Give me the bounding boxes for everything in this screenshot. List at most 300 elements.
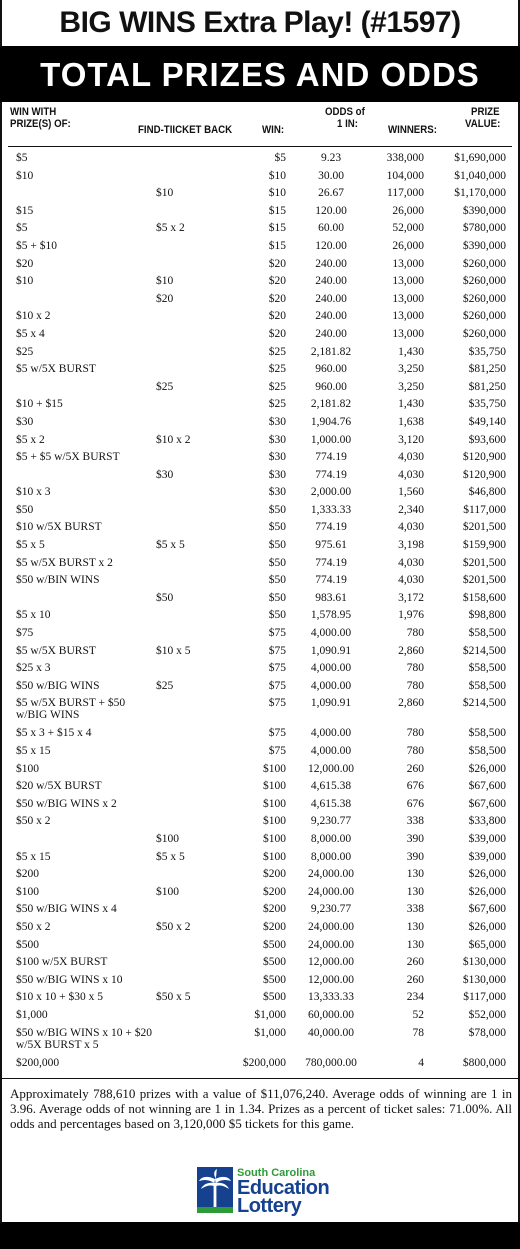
row-odds: 4,000.00 xyxy=(310,662,352,675)
row-winners: 780 xyxy=(406,679,424,692)
row-winners: 4 xyxy=(418,1056,424,1069)
row-win-with: $5 + $5 w/5X BURST xyxy=(16,451,120,464)
row-winners: 104,000 xyxy=(386,169,424,182)
table-row xyxy=(0,535,520,553)
row-win-with: $10 xyxy=(16,275,34,288)
row-prize-value: $81,250 xyxy=(468,380,506,393)
table-row xyxy=(0,359,520,377)
row-winners: 780 xyxy=(406,627,424,640)
row-odds: 1,000.00 xyxy=(310,433,352,446)
row-win-with: $500 xyxy=(16,938,39,951)
row-odds: 9,230.77 xyxy=(310,903,352,916)
row-odds: 975.61 xyxy=(315,539,347,552)
row-winners: 2,860 xyxy=(398,644,424,657)
table-row xyxy=(0,218,520,236)
row-prize-value: $159,900 xyxy=(462,539,506,552)
row-odds: 1,090.91 xyxy=(310,644,352,657)
table-row xyxy=(0,864,520,882)
row-win-amount: $50 xyxy=(268,539,286,552)
row-winners: 4,030 xyxy=(398,521,424,534)
row-prize-value: $800,000 xyxy=(462,1056,506,1069)
header-win-label: WIN: xyxy=(262,124,285,136)
row-win-amount: $20 xyxy=(268,292,286,305)
row-prize-value: $35,750 xyxy=(468,345,506,358)
row-winners: 780 xyxy=(406,745,424,757)
row-win-amount: $50 xyxy=(268,591,286,604)
table-row xyxy=(0,377,520,395)
row-win-with: $5 x 4 xyxy=(16,327,45,340)
row-win-amount: $100 xyxy=(263,797,286,810)
row-prize-value: $260,000 xyxy=(462,292,506,305)
row-win-amount: $500 xyxy=(263,991,286,1004)
header-odds-line2: 1 IN: xyxy=(337,118,359,130)
row-win-amount: $75 xyxy=(268,662,286,675)
table-row xyxy=(0,658,520,676)
row-win-amount: $75 xyxy=(268,697,286,710)
row-win-with: $5 x 5 xyxy=(16,539,45,552)
row-win-amount: $50 xyxy=(268,609,286,622)
row-win-with: $5 w/5X BURST xyxy=(16,644,96,657)
table-row xyxy=(0,306,520,324)
row-win-amount: $30 xyxy=(268,451,286,464)
row-odds: 1,090.91 xyxy=(310,697,352,710)
header-win-with-line1: WIN WITH xyxy=(10,106,57,118)
table-row xyxy=(0,430,520,448)
header-win-with xyxy=(10,106,71,146)
table-row xyxy=(0,935,520,953)
row-winners: 3,250 xyxy=(398,380,424,393)
row-odds: 120.00 xyxy=(315,239,347,252)
row-find-ticket-back: $50 xyxy=(156,591,174,604)
row-winners: 13,000 xyxy=(392,257,424,270)
header-odds-line1: ODDS of xyxy=(325,106,365,118)
row-winners: 260 xyxy=(406,973,424,986)
row-odds: 4,000.00 xyxy=(310,627,352,640)
row-win-with: $1,000 xyxy=(16,1008,48,1021)
row-prize-value: $117,000 xyxy=(463,503,506,516)
row-odds: 240.00 xyxy=(315,310,347,323)
table-row xyxy=(0,271,520,289)
row-odds: 240.00 xyxy=(315,292,347,305)
table-row xyxy=(0,882,520,900)
row-winners: 676 xyxy=(406,797,424,810)
row-winners: 780 xyxy=(406,727,424,740)
row-find-ticket-back: $10 xyxy=(156,275,174,288)
row-prize-value: $390,000 xyxy=(462,204,506,217)
row-winners: 130 xyxy=(406,885,424,898)
row-winners: 1,430 xyxy=(398,398,424,411)
row-odds: 774.19 xyxy=(315,468,347,481)
row-winners: 3,120 xyxy=(398,433,424,446)
row-win-with: $50 x 2 xyxy=(16,815,51,828)
row-odds: 774.19 xyxy=(315,556,347,569)
table-row xyxy=(0,254,520,272)
table-row xyxy=(0,148,520,166)
table-row xyxy=(0,987,520,1005)
row-win-amount: $100 xyxy=(263,780,286,793)
table-row xyxy=(0,970,520,988)
row-prize-value: $58,500 xyxy=(468,745,506,757)
row-find-ticket-back: $25 xyxy=(156,380,174,393)
row-winners: 130 xyxy=(406,938,424,951)
row-win-amount: $500 xyxy=(263,938,286,951)
row-win-amount: $200 xyxy=(263,903,286,916)
row-win-with: $10 x 2 xyxy=(16,310,51,323)
row-winners: 390 xyxy=(406,832,424,845)
row-find-ticket-back: $5 x 2 xyxy=(156,222,185,235)
row-find-ticket-back: $50 x 2 xyxy=(156,920,191,933)
header-prize-line2: VALUE: xyxy=(465,118,501,130)
row-winners: 52 xyxy=(412,1008,424,1021)
table-row xyxy=(0,776,520,794)
header-prize xyxy=(465,106,500,146)
row-win-amount: $25 xyxy=(268,380,286,393)
row-win-amount: $75 xyxy=(268,727,286,740)
table-row xyxy=(0,741,520,759)
row-win-amount: $1,000 xyxy=(254,1008,286,1021)
row-odds: 12,000.00 xyxy=(308,762,354,775)
row-prize-value: $158,600 xyxy=(462,591,506,604)
row-odds: 4,615.38 xyxy=(310,797,352,810)
row-prize-value: $46,800 xyxy=(468,486,506,499)
header-winners-label: WINNERS: xyxy=(388,124,437,136)
row-prize-value: $201,500 xyxy=(462,556,506,569)
row-win-amount: $30 xyxy=(268,486,286,499)
row-prize-value: $201,500 xyxy=(462,574,506,587)
row-winners: 260 xyxy=(406,762,424,775)
table-row xyxy=(0,623,520,641)
row-prize-value: $1,690,000 xyxy=(454,152,506,164)
row-winners: 780 xyxy=(406,662,424,675)
row-win-with: $50 xyxy=(16,503,34,516)
row-win-amount: $20 xyxy=(268,327,286,340)
row-winners: 234 xyxy=(406,991,424,1004)
row-find-ticket-back: $5 x 5 xyxy=(156,850,185,863)
row-prize-value: $26,000 xyxy=(468,762,506,775)
table-row xyxy=(0,723,520,741)
row-prize-value: $260,000 xyxy=(462,310,506,323)
row-winners: 130 xyxy=(406,920,424,933)
row-winners: 4,030 xyxy=(398,556,424,569)
row-win-amount: $20 xyxy=(268,257,286,270)
row-odds: 4,000.00 xyxy=(310,727,352,740)
row-prize-value: $67,600 xyxy=(468,780,506,793)
row-win-with: $50 w/BIG WINS x 10 xyxy=(16,973,123,986)
row-win-amount: $75 xyxy=(268,745,286,757)
table-row xyxy=(0,641,520,659)
row-winners: 4,030 xyxy=(398,451,424,464)
row-prize-value: $98,800 xyxy=(468,609,506,622)
row-win-with: $20 xyxy=(16,257,34,270)
row-win-amount: $500 xyxy=(263,973,286,986)
header-odds xyxy=(325,106,365,146)
row-prize-value: $39,000 xyxy=(468,850,506,863)
row-win-amount: $200 xyxy=(263,868,286,881)
row-win-with: $20 w/5X BURST xyxy=(16,780,102,793)
row-odds: 12,000.00 xyxy=(308,956,354,969)
row-prize-value: $67,600 xyxy=(468,903,506,916)
header-find-label: FIND-TIICKET BACK xyxy=(138,124,233,136)
row-winners: 13,000 xyxy=(392,292,424,305)
row-win-amount: $100 xyxy=(263,762,286,775)
row-win-amount: $10 xyxy=(268,187,286,200)
row-odds: 9.23 xyxy=(320,152,342,164)
row-odds: 2,181.82 xyxy=(310,345,352,358)
row-win-with: $50 x 2 xyxy=(16,920,51,933)
table-row xyxy=(0,1023,520,1053)
row-odds: 40,000.00 xyxy=(308,1026,354,1039)
row-win-with: $5 x 2 xyxy=(16,433,45,446)
row-prize-value: $81,250 xyxy=(468,363,506,376)
row-prize-value: $39,000 xyxy=(468,832,506,845)
table-row xyxy=(0,201,520,219)
row-win-amount: $20 xyxy=(268,310,286,323)
row-odds: 4,000.00 xyxy=(310,679,352,692)
row-win-with: $5 x 10 xyxy=(16,609,51,622)
row-winners: 2,340 xyxy=(398,503,424,516)
row-winners: 13,000 xyxy=(392,327,424,340)
footer-divider xyxy=(0,1078,520,1079)
row-winners: 338 xyxy=(406,815,424,828)
row-win-amount: $20 xyxy=(268,275,286,288)
row-win-amount: $15 xyxy=(268,222,286,235)
row-odds: 774.19 xyxy=(315,521,347,534)
row-win-amount: $50 xyxy=(268,521,286,534)
odds-footnote: Approximately 788,610 prizes with a value of $11,076,240. Average odds of winning are 1 in 3.96. Average odds of not winning are 1 in 1.34. Prizes as a percent of ticket sales: 71.00%. All odds and percentages based on 3,120,000 $5 tickets for this game. xyxy=(10,1086,512,1131)
row-find-ticket-back: $10 x 5 xyxy=(156,644,191,657)
row-prize-value: $26,000 xyxy=(468,920,506,933)
row-odds: 12,000.00 xyxy=(308,973,354,986)
row-prize-value: $260,000 xyxy=(462,257,506,270)
table-row xyxy=(0,517,520,535)
row-find-ticket-back: $25 xyxy=(156,679,174,692)
row-find-ticket-back: $10 xyxy=(156,187,174,200)
row-odds: 24,000.00 xyxy=(308,868,354,881)
row-prize-value: $52,000 xyxy=(468,1008,506,1021)
table-row xyxy=(0,553,520,571)
table-row xyxy=(0,588,520,606)
row-win-amount: $25 xyxy=(268,363,286,376)
row-winners: 3,172 xyxy=(398,591,424,604)
row-win-with: $5 xyxy=(16,152,28,164)
row-odds: 120.00 xyxy=(315,204,347,217)
row-prize-value: $35,750 xyxy=(468,398,506,411)
row-odds: 780,000.00 xyxy=(305,1056,357,1069)
table-row xyxy=(0,1053,520,1071)
row-winners: 676 xyxy=(406,780,424,793)
row-odds: 240.00 xyxy=(315,327,347,340)
row-win-amount: $500 xyxy=(263,956,286,969)
table-row xyxy=(0,342,520,360)
table-row xyxy=(0,412,520,430)
row-prize-value: $33,800 xyxy=(468,815,506,828)
row-prize-value: $260,000 xyxy=(462,275,506,288)
row-win-amount: $15 xyxy=(268,239,286,252)
table-row xyxy=(0,917,520,935)
row-win-with: $50 w/BIG WINS xyxy=(16,679,100,692)
header-prize-line1: PRIZE xyxy=(471,106,500,118)
row-win-with: $5 xyxy=(16,222,28,235)
table-row xyxy=(0,794,520,812)
row-prize-value: $214,500 xyxy=(462,697,506,710)
row-winners: 338,000 xyxy=(386,152,424,164)
row-winners: 3,250 xyxy=(398,363,424,376)
row-prize-value: $67,600 xyxy=(468,797,506,810)
page-title: BIG WINS Extra Play! (#1597) xyxy=(59,6,461,39)
row-prize-value: $58,500 xyxy=(468,662,506,675)
row-odds: 60.00 xyxy=(318,222,344,235)
table-row xyxy=(0,829,520,847)
table-row xyxy=(0,166,520,184)
table-row xyxy=(0,952,520,970)
row-prize-value: $117,000 xyxy=(463,991,506,1004)
logo-text-state: South Carolina xyxy=(237,1167,316,1179)
row-winners: 4,030 xyxy=(398,468,424,481)
table-row xyxy=(0,811,520,829)
row-win-with: $100 xyxy=(16,762,39,775)
row-win-with: $15 xyxy=(16,204,34,217)
row-winners: 1,430 xyxy=(398,345,424,358)
sc-education-lottery-logo xyxy=(197,1167,357,1215)
table-row xyxy=(0,236,520,254)
table-row xyxy=(0,693,520,723)
row-win-with: $25 x 3 xyxy=(16,662,51,675)
row-odds: 24,000.00 xyxy=(308,920,354,933)
row-win-amount: $75 xyxy=(268,679,286,692)
row-win-with: $25 xyxy=(16,345,34,358)
row-odds: 2,000.00 xyxy=(310,486,352,499)
palmetto-tree-icon xyxy=(197,1167,233,1213)
row-winners: 1,638 xyxy=(398,415,424,428)
row-odds: 30.00 xyxy=(318,169,344,182)
row-win-amount: $5 xyxy=(274,152,286,164)
logo-text-lottery: Lottery xyxy=(237,1195,302,1217)
row-find-ticket-back: $5 x 5 xyxy=(156,539,185,552)
row-odds: 24,000.00 xyxy=(308,885,354,898)
row-win-amount: $100 xyxy=(263,832,286,845)
row-win-with: $5 x 3 + $15 x 4 xyxy=(16,727,92,740)
row-find-ticket-back: $20 xyxy=(156,292,174,305)
row-odds: 774.19 xyxy=(315,574,347,587)
row-win-amount: $200 xyxy=(263,885,286,898)
row-win-amount: $50 xyxy=(268,574,286,587)
table-row xyxy=(0,394,520,412)
row-odds: 26.67 xyxy=(318,187,344,200)
row-odds: 960.00 xyxy=(315,363,347,376)
row-prize-value: $78,000 xyxy=(468,1026,506,1039)
row-win-with: $10 x 10 + $30 x 5 xyxy=(16,991,103,1004)
row-winners: 130 xyxy=(406,868,424,881)
row-prize-value: $214,500 xyxy=(462,644,506,657)
row-winners: 13,000 xyxy=(392,310,424,323)
row-win-amount: $10 xyxy=(268,169,286,182)
row-prize-value: $1,170,000 xyxy=(454,187,506,200)
odds-banner: TOTAL PRIZES AND ODDS xyxy=(0,46,520,102)
row-win-amount: $15 xyxy=(268,204,286,217)
row-winners: 1,560 xyxy=(398,486,424,499)
row-win-amount: $50 xyxy=(268,556,286,569)
row-win-with: $30 xyxy=(16,415,34,428)
row-winners: 338 xyxy=(406,903,424,916)
row-winners: 1,976 xyxy=(398,609,424,622)
table-row xyxy=(0,676,520,694)
row-prize-value: $58,500 xyxy=(468,727,506,740)
table-row xyxy=(0,447,520,465)
row-prize-value: $58,500 xyxy=(468,627,506,640)
row-winners: 117,000 xyxy=(387,187,424,200)
row-find-ticket-back: $100 xyxy=(156,832,179,845)
row-prize-value: $260,000 xyxy=(462,327,506,340)
row-prize-value: $120,900 xyxy=(462,468,506,481)
table-row xyxy=(0,482,520,500)
table-row xyxy=(0,759,520,777)
row-win-amount: $200,000 xyxy=(242,1056,286,1069)
row-win-with: $200,000 xyxy=(16,1056,60,1069)
table-row xyxy=(0,324,520,342)
row-win-with: $5 + $10 xyxy=(16,239,57,252)
row-odds: 2,181.82 xyxy=(310,398,352,411)
row-odds: 24,000.00 xyxy=(308,938,354,951)
row-odds: 9,230.77 xyxy=(310,815,352,828)
row-win-with: $100 w/5X BURST xyxy=(16,956,108,969)
row-odds: 960.00 xyxy=(315,380,347,393)
row-win-amount: $100 xyxy=(263,850,286,863)
row-odds: 8,000.00 xyxy=(310,832,352,845)
table-row xyxy=(0,605,520,623)
row-winners: 3,198 xyxy=(398,539,424,552)
row-win-with: $100 xyxy=(16,885,39,898)
row-win-amount: $75 xyxy=(268,627,286,640)
row-winners: 13,000 xyxy=(392,275,424,288)
row-prize-value: $26,000 xyxy=(468,868,506,881)
row-win-amount: $25 xyxy=(268,398,286,411)
row-odds: 983.61 xyxy=(315,591,347,604)
row-win-with: $50 w/BIN WINS xyxy=(16,574,100,587)
row-win-with: $10 xyxy=(16,169,34,182)
row-win-amount: $30 xyxy=(268,468,286,481)
row-winners: 390 xyxy=(406,850,424,863)
row-prize-value: $130,000 xyxy=(462,973,506,986)
row-prize-value: $130,000 xyxy=(462,956,506,969)
row-odds: 60,000.00 xyxy=(308,1008,354,1021)
row-prize-value: $65,000 xyxy=(468,938,506,951)
row-win-with: $10 + $15 xyxy=(16,398,63,411)
row-find-ticket-back: $100 xyxy=(156,885,179,898)
table-row xyxy=(0,899,520,917)
row-winners: 260 xyxy=(406,956,424,969)
row-win-amount: $100 xyxy=(263,815,286,828)
row-odds: 13,333.33 xyxy=(308,991,354,1004)
row-win-with: $200 xyxy=(16,868,39,881)
row-win-with: $5 w/5X BURST x 2 xyxy=(16,556,113,569)
row-odds: 1,578.95 xyxy=(310,609,352,622)
row-odds: 4,000.00 xyxy=(310,745,352,757)
row-win-with: $5 x 15 xyxy=(16,850,51,863)
row-win-amount: $1,000 xyxy=(254,1026,286,1039)
row-win-with: $75 xyxy=(16,627,34,640)
row-win-with: $5 x 15 xyxy=(16,745,51,757)
table-row xyxy=(0,847,520,865)
table-row xyxy=(0,465,520,483)
row-win-amount: $200 xyxy=(263,920,286,933)
row-winners: 2,860 xyxy=(398,697,424,710)
row-prize-value: $390,000 xyxy=(462,239,506,252)
row-odds: 240.00 xyxy=(315,257,347,270)
row-win-with: $50 w/BIG WINS x 10 + $20 w/5X BURST x 5 xyxy=(16,1026,152,1051)
prize-table xyxy=(0,148,520,1070)
table-row xyxy=(0,570,520,588)
row-prize-value: $1,040,000 xyxy=(454,169,506,182)
